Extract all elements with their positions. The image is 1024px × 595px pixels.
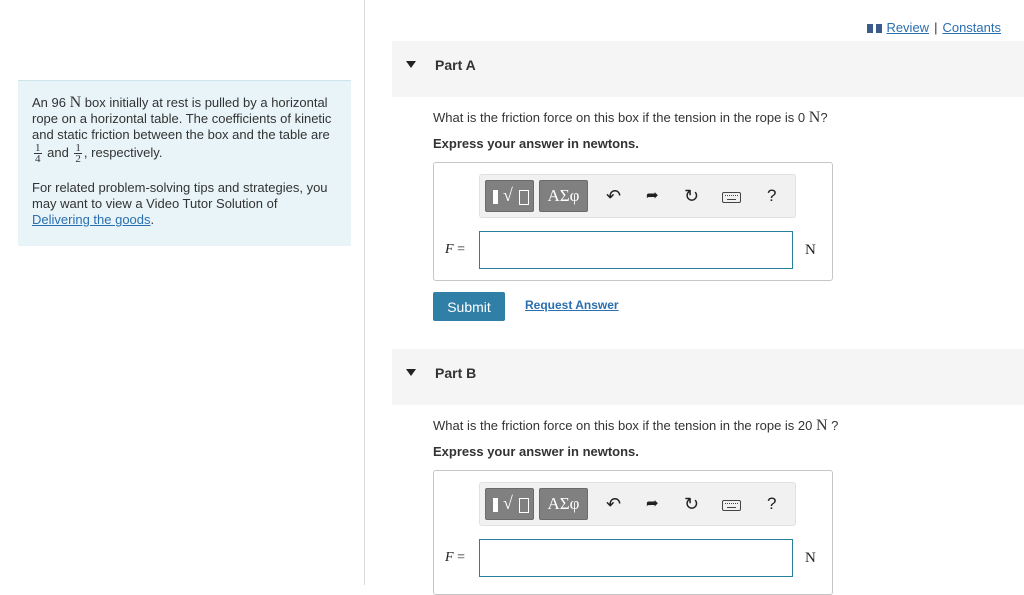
part-b-instructions: Express your answer in newtons. bbox=[433, 444, 639, 459]
answer-input[interactable] bbox=[479, 539, 793, 577]
keyboard-icon[interactable] bbox=[722, 192, 741, 203]
help-icon[interactable]: ? bbox=[767, 494, 777, 513]
tips-text: For related problem-solving tips and strategies, you may want to view a Video Tutor Solution of Delivering the goods. bbox=[32, 180, 328, 227]
square-root-icon: √ bbox=[503, 185, 513, 205]
math-toolbar bbox=[479, 174, 796, 218]
box-icon bbox=[519, 498, 529, 513]
box-icon bbox=[519, 190, 529, 205]
submit-button[interactable]: Submit bbox=[433, 292, 505, 321]
request-answer-link[interactable]: Request Answer bbox=[525, 298, 619, 312]
collapse-triangle-icon[interactable] bbox=[406, 61, 416, 68]
top-links: Review | Constants bbox=[867, 20, 1001, 35]
square-root-icon: √ bbox=[503, 493, 513, 513]
math-toolbar bbox=[479, 482, 796, 526]
redo-icon[interactable]: ➦ bbox=[646, 495, 659, 512]
greek-symbols-button[interactable]: ΑΣφ bbox=[539, 180, 588, 212]
undo-icon[interactable]: ↶ bbox=[606, 186, 622, 206]
problem-text: An 96 N box initially at rest is pulled by a horizontal rope on a horizontal table. The coefficients of kinetic and static friction between the box and the table are $\frac{1}{4}$ and $\frac{1}{2}$ , respectively. bbox=[32, 94, 332, 165]
variable-label: F = bbox=[445, 242, 465, 257]
part-a-instructions: Express your answer in newtons. bbox=[433, 136, 639, 151]
part-a-answer-box bbox=[433, 162, 833, 281]
fraction-one-half: $\frac{1}{2}$ bbox=[75, 142, 81, 165]
collapse-triangle-icon[interactable] bbox=[406, 369, 416, 376]
reset-icon[interactable]: ↻ bbox=[684, 186, 700, 206]
answer-input[interactable] bbox=[479, 231, 793, 269]
cursor-bar-icon bbox=[493, 190, 498, 204]
part-a-question: What is the friction force on this box if the tension in the rope is 0 N? bbox=[433, 109, 828, 126]
templates-button[interactable] bbox=[485, 180, 534, 212]
unit-label: N bbox=[805, 550, 816, 566]
review-link[interactable]: Review bbox=[886, 20, 930, 35]
book-icon bbox=[867, 24, 882, 33]
keyboard-icon[interactable] bbox=[722, 500, 741, 511]
part-b-question: What is the friction force on this box if the tension in the rope is 20 N ? bbox=[433, 417, 839, 434]
redo-icon[interactable]: ➦ bbox=[646, 187, 659, 204]
problem-statement bbox=[18, 80, 351, 246]
sidebar-divider bbox=[364, 0, 365, 585]
part-b-answer-box bbox=[433, 470, 833, 595]
reset-icon[interactable]: ↻ bbox=[684, 494, 700, 514]
help-icon[interactable]: ? bbox=[767, 186, 777, 205]
part-a-title: Part A bbox=[435, 57, 476, 73]
part-b-title: Part B bbox=[435, 365, 477, 381]
variable-label: F = bbox=[445, 550, 465, 565]
constants-link[interactable]: Constants bbox=[942, 20, 1001, 35]
cursor-bar-icon bbox=[493, 498, 498, 512]
greek-symbols-button[interactable]: ΑΣφ bbox=[539, 488, 588, 520]
templates-button[interactable] bbox=[485, 488, 534, 520]
undo-icon[interactable]: ↶ bbox=[606, 494, 622, 514]
unit-label: N bbox=[805, 242, 816, 258]
part-a-header[interactable] bbox=[392, 41, 1024, 97]
part-b-header[interactable] bbox=[392, 349, 1024, 405]
video-tutor-link[interactable]: Delivering the goods bbox=[32, 212, 151, 227]
fraction-one-quarter: $\frac{1}{4}$ bbox=[35, 142, 41, 165]
